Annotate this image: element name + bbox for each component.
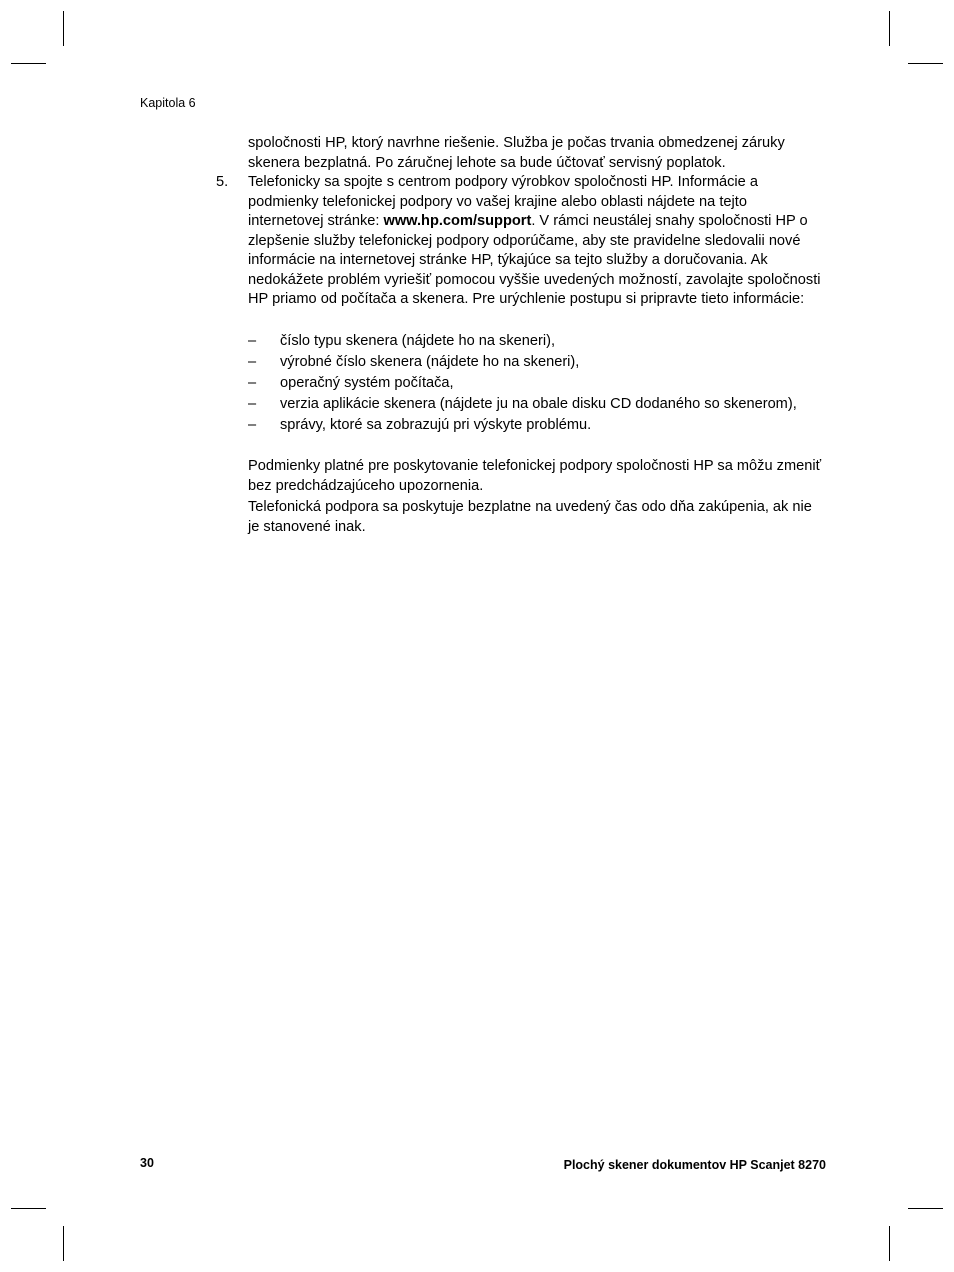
footer-title: Plochý skener dokumentov HP Scanjet 8270 bbox=[563, 1158, 826, 1172]
dash-bullet: – bbox=[248, 396, 257, 413]
crop-mark-bottom-right-horizontal bbox=[908, 1208, 943, 1209]
page-number: 30 bbox=[140, 1156, 154, 1170]
crop-mark-top-right-horizontal bbox=[908, 63, 943, 64]
crop-mark-bottom-left-horizontal bbox=[11, 1208, 46, 1209]
dash-bullet: – bbox=[248, 333, 257, 349]
item-text bbox=[248, 173, 826, 310]
conditions-paragraph: Podmienky platné pre poskytovanie telefonickej podpory spoločnosti HP sa môžu zmeniť bez predchádzajúceho upozornenia. bbox=[248, 458, 822, 494]
list-item bbox=[248, 332, 826, 352]
dash-bullet: – bbox=[248, 354, 257, 371]
crop-mark-top-left-vertical bbox=[63, 11, 64, 46]
item-text-after-url: . V rámci neustálej snahy spoločnosti HP o zlepšenie služby telefonickej podpory odporúčame, aby ste pravidelne sledovalii nové informácie na internetovej stránke HP, týkajúce sa tejto služby a doručovania. Ak nedokážete problém vyriešiť pomocou vyššie uvedených možností, zavolajte spoločnosti HP priamo od počítača a skenera. Pre urýchlenie postupu si pripravte tieto informácie: bbox=[248, 213, 821, 307]
list-item-text: verzia aplikácie skenera (nájdete ju na obale disku CD dodaného so skenerom), bbox=[280, 396, 797, 413]
list-item-text: správy, ktoré sa zobrazujú pri výskyte problému. bbox=[280, 417, 592, 434]
list-item bbox=[248, 353, 826, 373]
numbered-item-5 bbox=[216, 173, 826, 310]
list-item-text: operačný systém počítača, bbox=[280, 375, 454, 392]
item-text-before-url: Telefonicky sa spojte s centrom podpory výrobkov spoločnosti HP. Informácie a podmienky telefonickej podpory vo vašej krajine alebo oblasti nájdete na tejto internetovej stránke: bbox=[248, 174, 758, 229]
dash-bullet: – bbox=[248, 375, 257, 392]
continued-paragraph: spoločnosti HP, ktorý navrhne riešenie. Služba je počas trvania obmedzenej záruky skenera bezplatná. Po záručnej lehote sa bude účtovať servisný poplatok. bbox=[248, 135, 785, 171]
list-item-text: číslo typu skenera (nájdete ho na skeneri), bbox=[280, 333, 556, 349]
list-item bbox=[248, 416, 826, 436]
crop-mark-top-left-horizontal bbox=[11, 63, 46, 64]
dash-bullet: – bbox=[248, 417, 257, 434]
crop-mark-bottom-left-vertical bbox=[63, 1226, 64, 1261]
info-list bbox=[248, 332, 826, 437]
list-item bbox=[248, 395, 826, 415]
support-paragraph: Telefonická podpora sa poskytuje bezplatne na uvedený čas odo dňa zakúpenia, ak nie je stanovené inak. bbox=[248, 499, 812, 535]
list-item-text: výrobné číslo skenera (nájdete ho na skeneri), bbox=[280, 354, 580, 371]
crop-mark-top-right-vertical bbox=[889, 11, 890, 46]
crop-mark-bottom-right-vertical bbox=[889, 1226, 890, 1261]
list-item bbox=[248, 374, 826, 394]
chapter-label: Kapitola 6 bbox=[140, 96, 196, 110]
item-number: 5. bbox=[216, 174, 229, 190]
support-url: www.hp.com/support bbox=[383, 213, 532, 229]
